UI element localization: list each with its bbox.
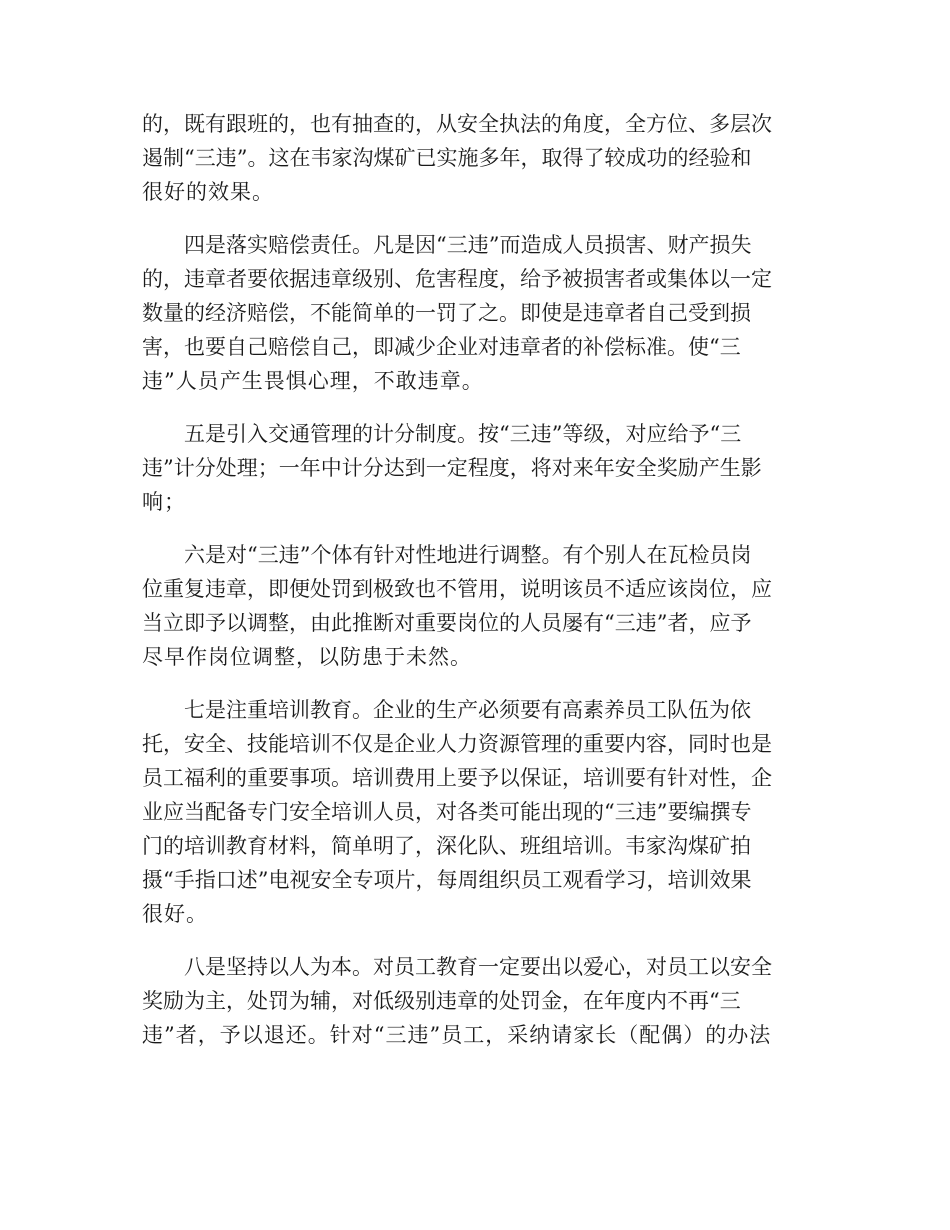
text-line: 违”人员产生畏惧心理，不敢违章。 xyxy=(142,369,484,393)
text-line: 响； xyxy=(142,490,186,514)
text-line: 员工福利的重要事项。培训费用上要予以保证，培训要有针对性，企 xyxy=(142,766,772,790)
paragraph-2 xyxy=(142,228,802,398)
paragraph-4 xyxy=(142,538,802,674)
text-line: 的，违章者要依据违章级别、危害程度，给予被损害者或集体以一定 xyxy=(142,267,772,291)
text-line: 很好的效果。 xyxy=(142,180,274,204)
text-line: 数量的经济赔偿，不能简单的一罚了之。即使是违章者自己受到损 xyxy=(142,301,751,325)
text-line: 位重复违章，即便处罚到极致也不管用，说明该员不适应该岗位，应 xyxy=(142,577,772,601)
text-line: 尽早作岗位调整，以防患于未然。 xyxy=(142,645,472,669)
text-line: 很好。 xyxy=(142,902,208,926)
document-body xyxy=(142,107,802,1052)
text-line: 摄“手指口述”电视安全专项片，每周组织员工观看学习，培训效果 xyxy=(142,868,752,892)
text-line: 四是落实赔偿责任。凡是因“三违”而造成人员损害、财产损失 xyxy=(142,233,752,257)
text-line: 违”计分处理；一年中计分达到一定程度，将对来年安全奖励产生影 xyxy=(142,456,762,480)
text-line: 遏制“三违”。这在韦家沟煤矿已实施多年，取得了较成功的经验和 xyxy=(142,146,752,170)
text-line: 当立即予以调整，由此推断对重要岗位的人员屡有“三违”者，应予 xyxy=(142,611,752,635)
paragraph-3 xyxy=(142,417,802,519)
paragraph-5 xyxy=(142,693,802,931)
text-line: 业应当配备专门安全培训人员，对各类可能出现的“三违”要编撰专 xyxy=(142,800,752,824)
paragraph-1 xyxy=(142,107,802,209)
text-line: 的，既有跟班的，也有抽查的，从安全执法的角度，全方位、多层次 xyxy=(142,112,772,136)
text-line: 六是对“三违”个体有针对性地进行调整。有个别人在瓦检员岗 xyxy=(142,543,752,567)
text-line: 奖励为主，处罚为辅，对低级别违章的处罚金，在年度内不再“三 xyxy=(142,989,741,1013)
text-line: 八是坚持以人为本。对员工教育一定要出以爱心，对员工以安全 xyxy=(142,955,772,979)
text-line: 门的培训教育材料，简单明了，深化队、班组培训。韦家沟煤矿拍 xyxy=(142,834,751,858)
text-line: 害，也要自己赔偿自己，即减少企业对违章者的补偿标准。使“三 xyxy=(142,335,741,359)
text-line: 违”者，予以退还。针对“三违”员工，采纳请家长（配偶）的办法 xyxy=(142,1023,772,1047)
paragraph-6 xyxy=(142,950,802,1052)
text-line: 托，安全、技能培训不仅是企业人力资源管理的重要内容，同时也是 xyxy=(142,732,772,756)
text-line: 七是注重培训教育。企业的生产必须要有高素养员工队伍为依 xyxy=(142,698,751,722)
text-line: 五是引入交通管理的计分制度。按“三违”等级，对应给予“三 xyxy=(142,422,742,446)
